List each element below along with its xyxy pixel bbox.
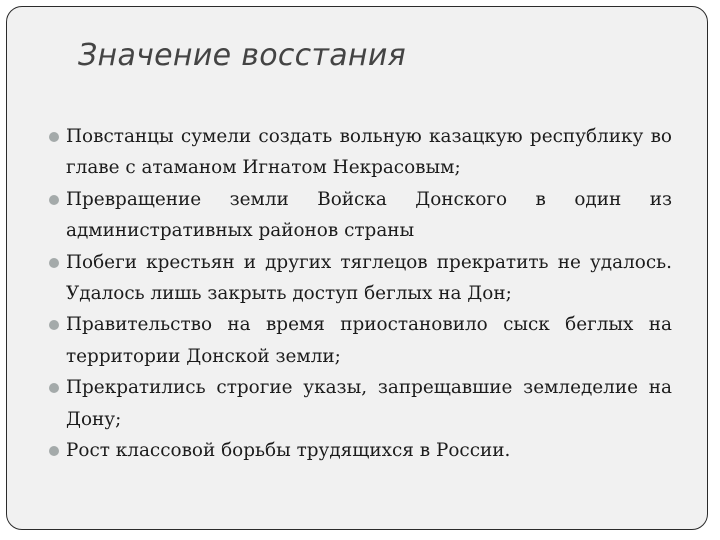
- bullet-text: Превращение земли Войска Донского в один из административных районов страны: [66, 188, 672, 242]
- bullet-list: [46, 121, 672, 466]
- bullet-text: Повстанцы сумели создать вольную казацкую республику во главе с атаманом Игнатом Некрасовым;: [66, 126, 672, 179]
- bullet-item: [46, 247, 672, 310]
- bullet-text: Рост классовой борьбы трудящихся в России.: [66, 440, 511, 462]
- bullet-item: [46, 372, 672, 435]
- slide-title: Значение восстания: [78, 38, 406, 73]
- bullet-dot-icon: [49, 258, 59, 268]
- bullet-text: Прекратились строгие указы, запрещавшие земледелие на Дону;: [66, 377, 672, 430]
- bullet-item: [46, 309, 672, 372]
- bullet-text: Побеги крестьян и других тяглецов прекратить не удалось. Удалось лишь закрыть доступ беглых на Дон;: [66, 251, 672, 305]
- bullet-dot-icon: [49, 195, 59, 205]
- bullet-text: Правительство на время приостановило сыск беглых на территории Донской земли;: [66, 314, 672, 367]
- bullet-item: [46, 435, 672, 466]
- bullet-dot-icon: [49, 320, 59, 330]
- bullet-dot-icon: [49, 383, 59, 393]
- bullet-dot-icon: [49, 132, 59, 142]
- bullet-item: [46, 121, 672, 184]
- bullet-item: [46, 184, 672, 247]
- bullet-dot-icon: [49, 446, 59, 456]
